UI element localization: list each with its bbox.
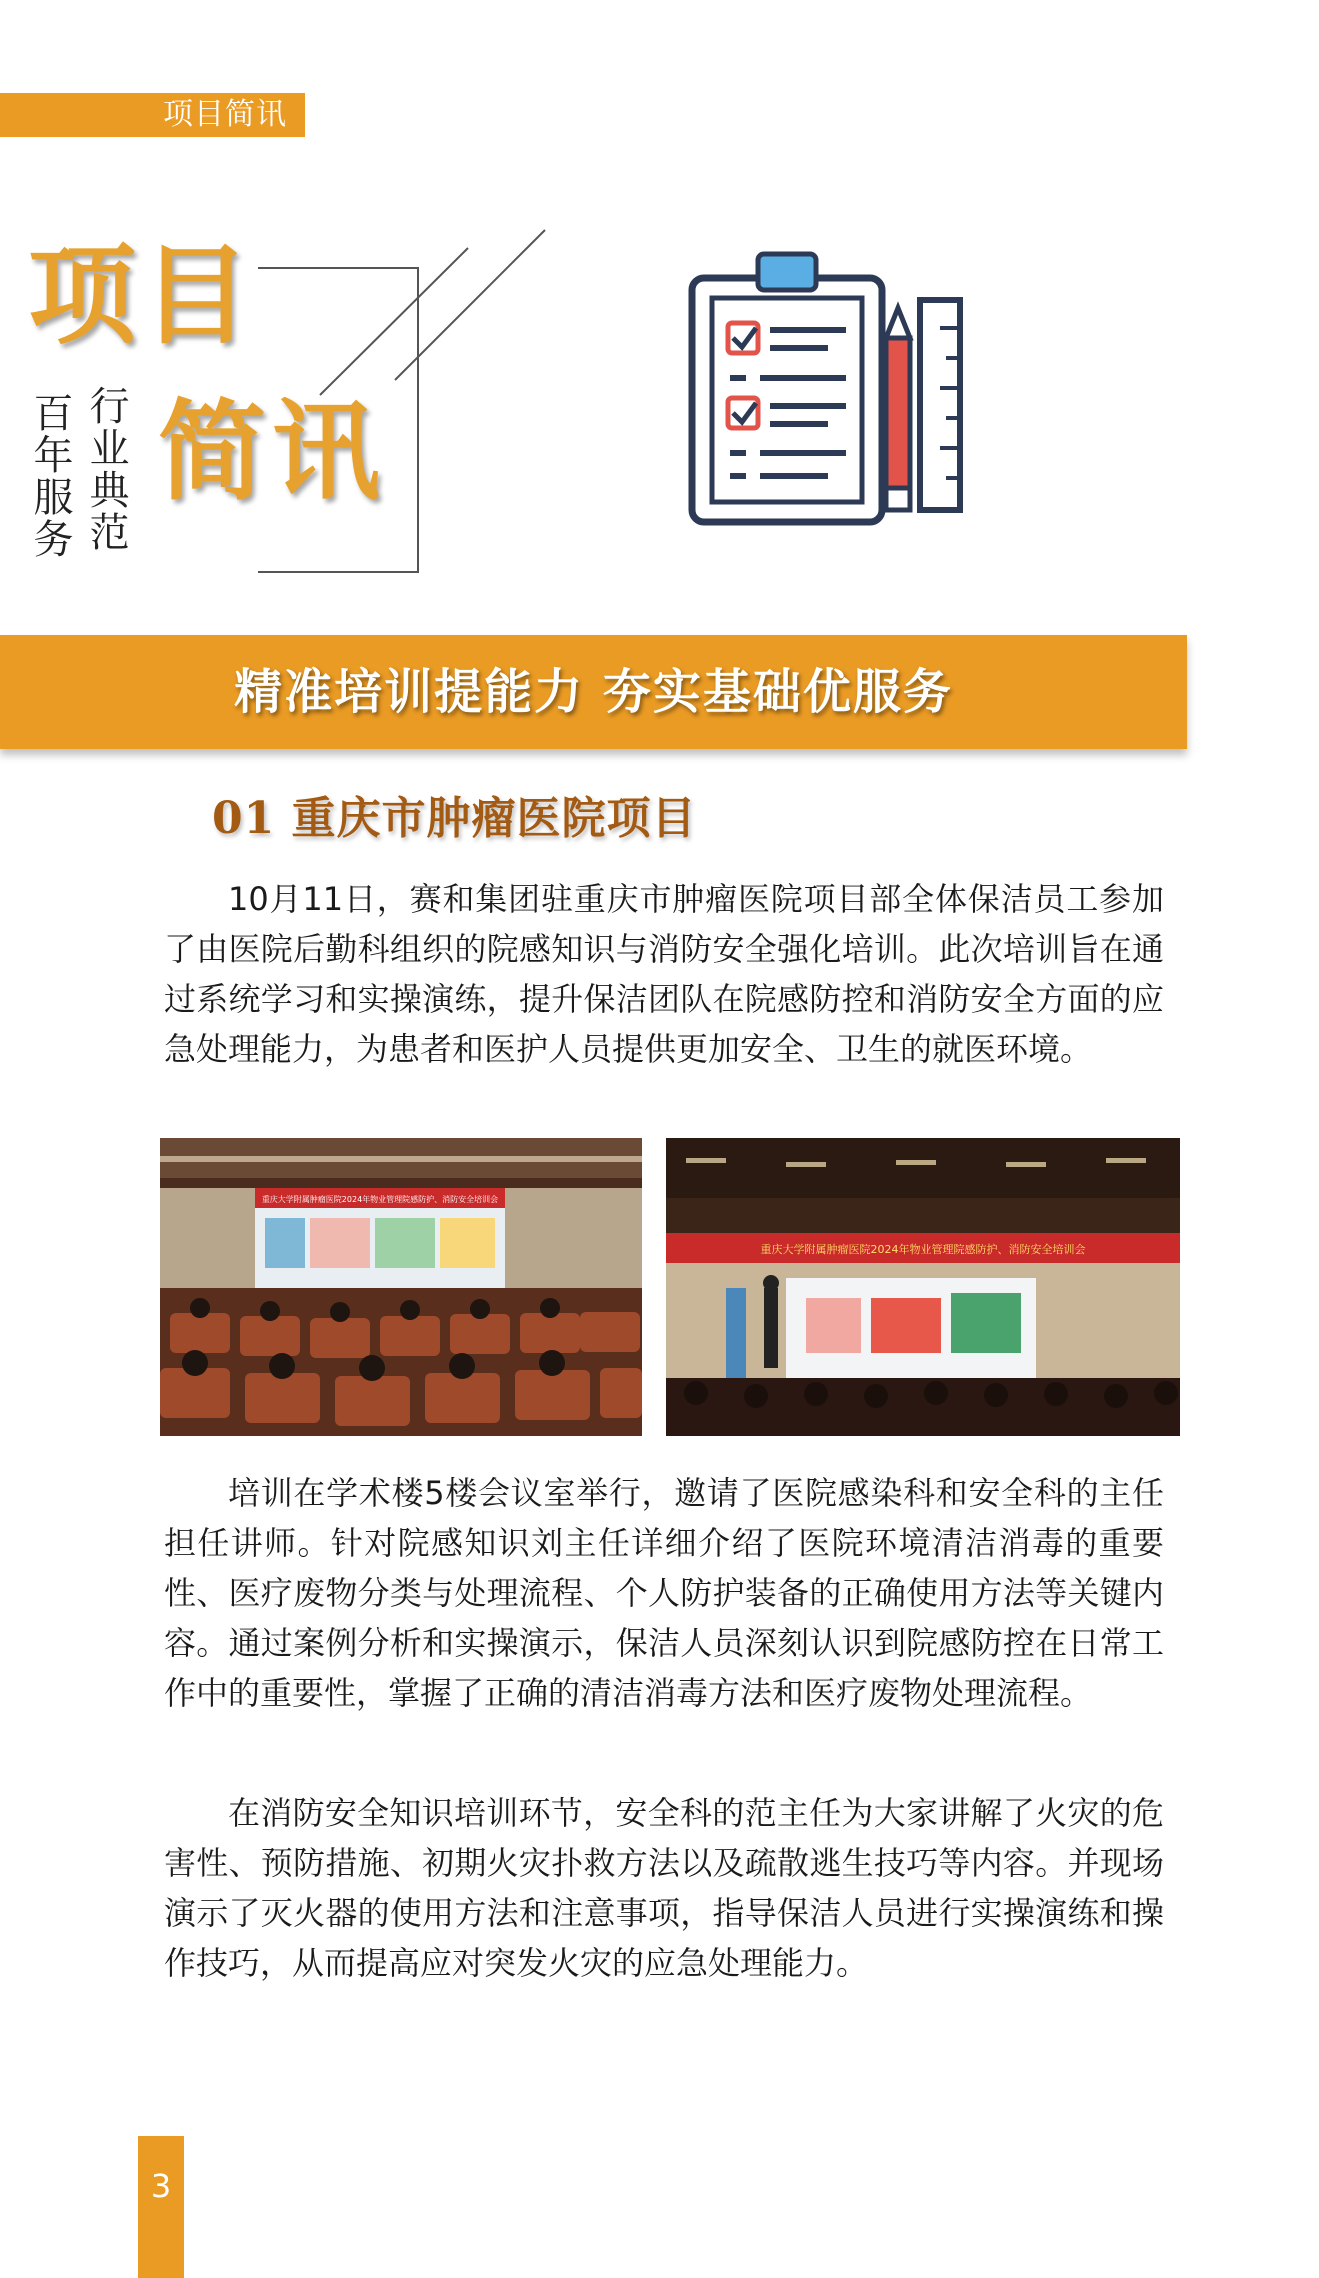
photo2-banner-text: 重庆大学附属肿瘤医院2024年物业管理院感防护、消防安全培训会 (760, 1243, 1086, 1256)
decorative-frame (0, 0, 600, 600)
photo1-banner-text: 重庆大学附属肿瘤医院2024年物业管理院感防护、消防安全培训会 (261, 1195, 499, 1204)
header-tab: 项目简讯 (0, 93, 305, 137)
hero-title-line1: 项目 (28, 233, 257, 359)
hero-title-line2: 简讯 (158, 389, 387, 515)
training-photo-right (666, 1138, 1180, 1436)
section-heading: 01 重庆市肿瘤医院项目 (212, 793, 697, 844)
hero-slogan-a: 行业典范 (83, 385, 129, 553)
hero-slogan-b: 百年服务 (27, 392, 73, 560)
page-number: 3 (138, 2136, 184, 2278)
paragraph-intro: 10月11日，赛和集团驻重庆市肿瘤医院项目部全体保洁员工参加了由医院后勤科组织的院感知识与消防安全强化培训。此次培训旨在通过系统学习和实操演练，提升保洁团队在院感防控和消防安全方面的应急处理能力，为患者和医护人员提供更加安全、卫生的就医环境。 (164, 880, 1164, 1068)
clipboard-checklist-icon (688, 248, 978, 528)
banner-title: 精准培训提能力 夯实基础优服务 (234, 664, 953, 720)
paragraph-fire-safety: 在消防安全知识培训环节，安全科的范主任为大家讲解了火灾的危害性、预防措施、初期火灾扑救方法以及疏散逃生技巧等内容。并现场演示了灭火器的使用方法和注意事项，指导保洁人员进行实操演练和操作技巧，从而提高应对突发火灾的应急处理能力。 (164, 1794, 1164, 1982)
paragraph-infection-control: 培训在学术楼5楼会议室举行，邀请了医院感染科和安全科的主任担任讲师。针对院感知识刘主任详细介绍了医院环境清洁消毒的重要性、医疗废物分类与处理流程、个人防护装备的正确使用方法等关键内容。通过案例分析和实操演示，保洁人员深刻认识到院感防控在日常工作中的重要性，掌握了正确的清洁消毒方法和医疗废物处理流程。 (164, 1474, 1164, 1712)
training-photo-left (160, 1138, 642, 1436)
